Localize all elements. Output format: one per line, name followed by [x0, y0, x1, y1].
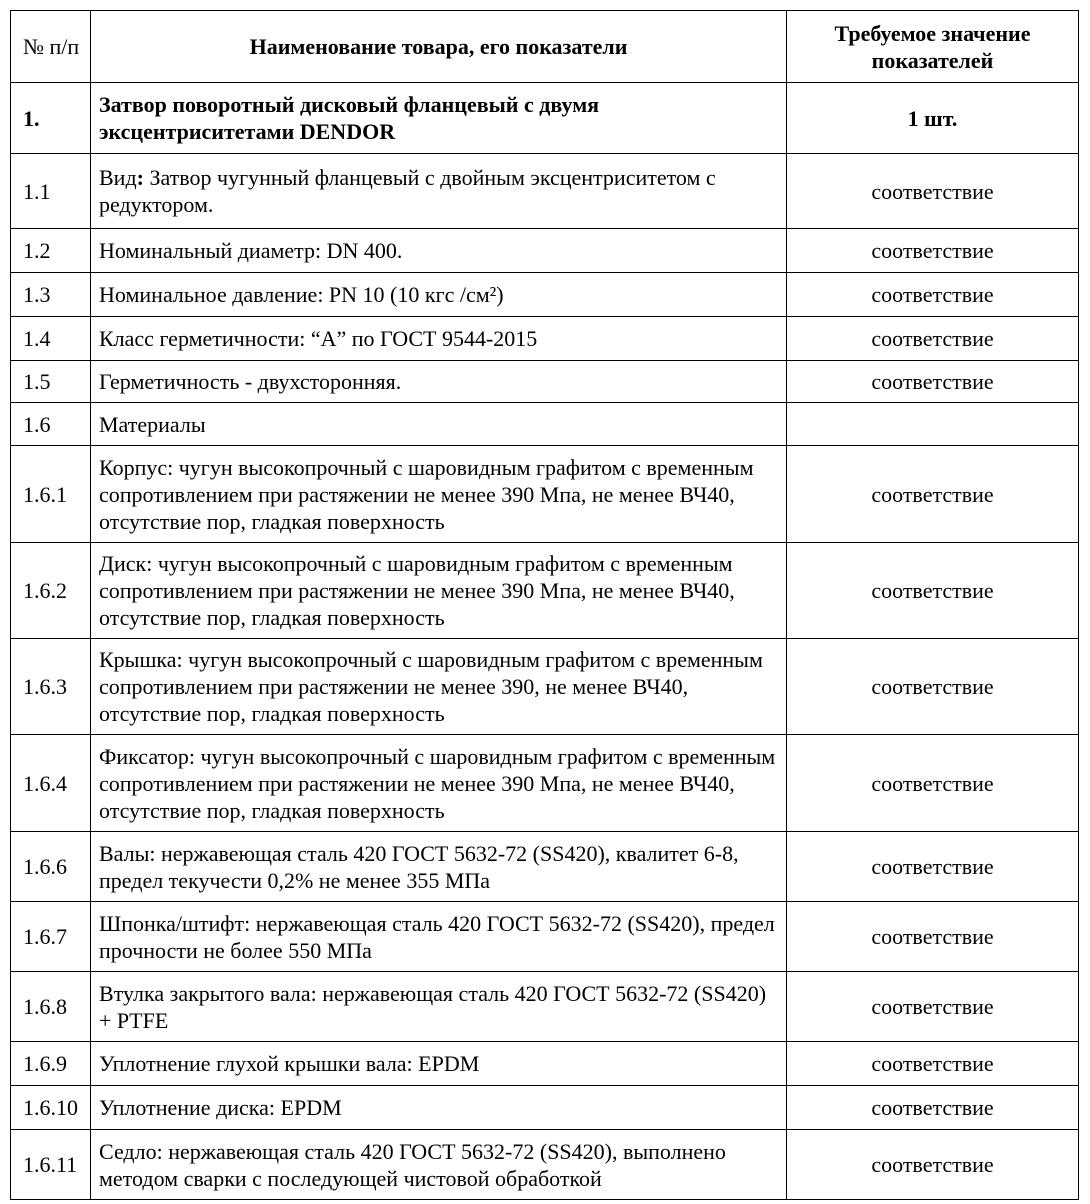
row-value: соответствие [787, 361, 1079, 403]
row-value: соответствие [787, 972, 1079, 1042]
row-value: соответствие [787, 902, 1079, 972]
header-num: № п/п [11, 11, 91, 83]
row-text: Крышка: чугун высокопрочный с шаровидным графитом с временным сопротивлением при растяжении не менее 390, не менее ВЧ40, отсутствие пор, гладкая поверхность [91, 639, 787, 735]
table-row [11, 446, 1079, 543]
row-num: 1.6.4 [11, 735, 91, 832]
row-num: 1.6.1 [11, 446, 91, 543]
row-value: соответствие [787, 735, 1079, 832]
item-name: Затвор поворотный дисковый фланцевый с двумя эксцентриситетами DENDOR [91, 83, 787, 154]
table-row [11, 735, 1079, 832]
row-value: соответствие [787, 317, 1079, 361]
row-value: соответствие [787, 543, 1079, 639]
row-value: соответствие [787, 446, 1079, 543]
row-num: 1.3 [11, 273, 91, 317]
row-text: Вид: Затвор чугунный фланцевый с двойным эксцентриситетом с редуктором. [91, 154, 787, 229]
row-text: Диск: чугун высокопрочный с шаровидным графитом с временным сопротивлением при растяжении не менее 390 Мпа, не менее ВЧ40, отсутствие пор, гладкая поверхность [91, 543, 787, 639]
item-value: 1 шт. [787, 83, 1079, 154]
row-num: 1.6.10 [11, 1086, 91, 1130]
row-num: 1.6.6 [11, 832, 91, 902]
row-num: 1.4 [11, 317, 91, 361]
row-text: Фиксатор: чугун высокопрочный с шаровидным графитом с временным сопротивлением при растяжении не менее 390 Мпа, не менее ВЧ40, отсутствие пор, гладкая поверхность [91, 735, 787, 832]
row-num: 1.6.8 [11, 972, 91, 1042]
header-name: Наименование товара, его показатели [91, 11, 787, 83]
row-text: Шпонка/штифт: нержавеющая сталь 420 ГОСТ 5632-72 (SS420), предел прочности не более 550 МПа [91, 902, 787, 972]
header-row [11, 11, 1079, 83]
table-row [11, 1042, 1079, 1086]
row-num: 1.6.3 [11, 639, 91, 735]
row-text: Класс герметичности: “А” по ГОСТ 9544-2015 [91, 317, 787, 361]
row-text: Седло: нержавеющая сталь 420 ГОСТ 5632-72 (SS420), выполнено методом сварки с последующей чистовой обработкой [91, 1130, 787, 1200]
row-text: Уплотнение глухой крышки вала: EPDM [91, 1042, 787, 1086]
row-text: Герметичность - двухсторонняя. [91, 361, 787, 403]
row-value: соответствие [787, 229, 1079, 273]
row-value [787, 403, 1079, 446]
row-value: соответствие [787, 1130, 1079, 1200]
row-value: соответствие [787, 1042, 1079, 1086]
table-row [11, 361, 1079, 403]
row-text: Корпус: чугун высокопрочный с шаровидным графитом с временным сопротивлением при растяжении не менее 390 Мпа, не менее ВЧ40, отсутствие пор, гладкая поверхность [91, 446, 787, 543]
table-row [11, 832, 1079, 902]
row-num: 1.6.9 [11, 1042, 91, 1086]
specification-table [10, 10, 1079, 1200]
row-num: 1.6.11 [11, 1130, 91, 1200]
row-value: соответствие [787, 273, 1079, 317]
row-num: 1.1 [11, 154, 91, 229]
row-text: Номинальный диаметр: DN 400. [91, 229, 787, 273]
row-num: 1.2 [11, 229, 91, 273]
row-value: соответствие [787, 1086, 1079, 1130]
row-num: 1.6.2 [11, 543, 91, 639]
header-value: Требуемое значение показателей [787, 11, 1079, 83]
row-text: Втулка закрытого вала: нержавеющая сталь 420 ГОСТ 5632-72 (SS420) + PTFE [91, 972, 787, 1042]
row-text: Номинальное давление: PN 10 (10 кгс /см²) [91, 273, 787, 317]
table-row [11, 317, 1079, 361]
row-text: Материалы [91, 403, 787, 446]
row-text: Уплотнение диска: EPDM [91, 1086, 787, 1130]
row-num: 1.6.7 [11, 902, 91, 972]
table-row [11, 972, 1079, 1042]
row-value: соответствие [787, 639, 1079, 735]
table-row [11, 403, 1079, 446]
table-row [11, 273, 1079, 317]
row-value: соответствие [787, 832, 1079, 902]
table-row [11, 154, 1079, 229]
row-num: 1.5 [11, 361, 91, 403]
table-row [11, 1130, 1079, 1200]
table-row [11, 639, 1079, 735]
table-row [11, 229, 1079, 273]
row-text: Валы: нержавеющая сталь 420 ГОСТ 5632-72 (SS420), квалитет 6-8, предел текучести 0,2% не менее 355 МПа [91, 832, 787, 902]
row-num: 1.6 [11, 403, 91, 446]
item-row [11, 83, 1079, 154]
item-num: 1. [11, 83, 91, 154]
row-value: соответствие [787, 154, 1079, 229]
table-row [11, 543, 1079, 639]
table-row [11, 1086, 1079, 1130]
table-row [11, 902, 1079, 972]
